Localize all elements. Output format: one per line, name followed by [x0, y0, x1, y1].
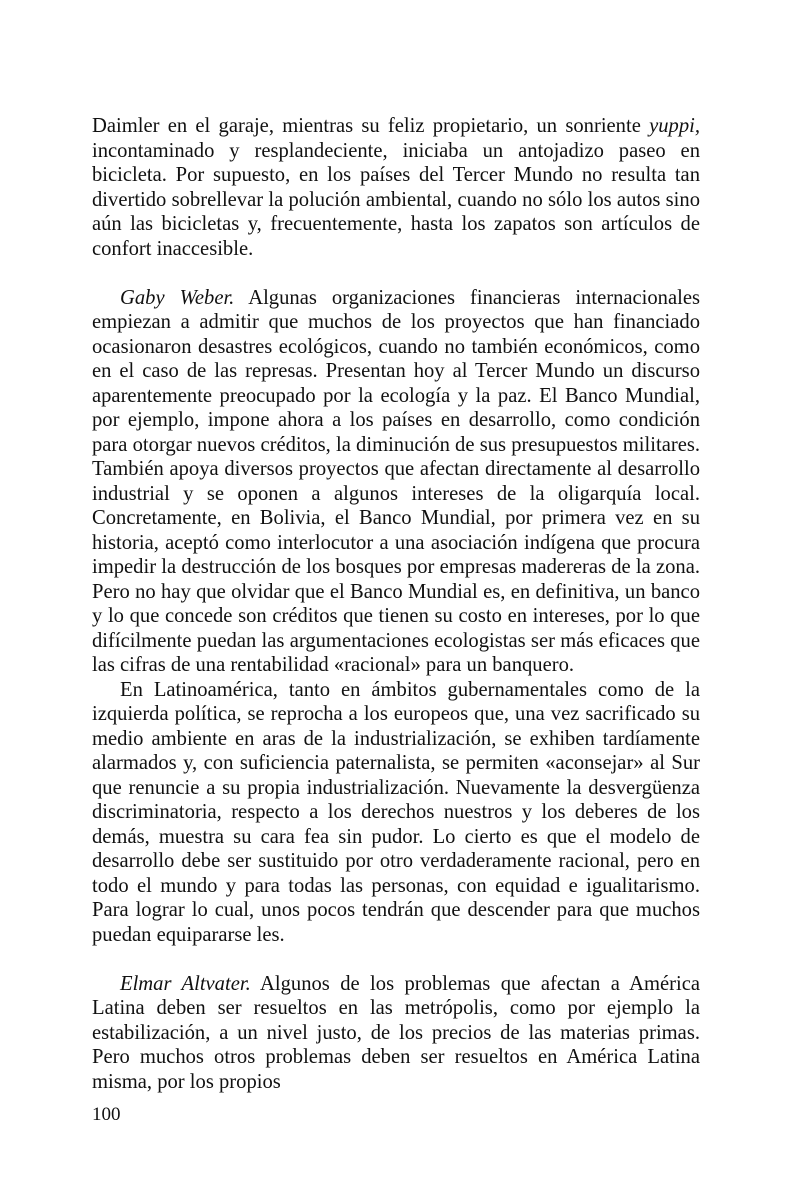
page-body: [92, 114, 700, 1094]
paragraph-4: [92, 972, 700, 1095]
paragraph-4-text: Algunos de los problemas que afectan a América Latina deben ser resueltos en las metrópolis, como por ejemplo la estabilización, a un nivel justo, de los precios de las materias primas. Pero muchos otros problemas deben ser resueltos en América Latina misma, por los propios: [92, 972, 700, 1093]
paragraph-1-emphasis: yuppi,: [649, 115, 700, 137]
paragraph-1-text: Daimler en el garaje, mientras su feliz propietario, un sonriente: [92, 115, 650, 137]
page-number: 100: [92, 1104, 121, 1125]
paragraph-2: [92, 286, 700, 678]
paragraph-2-text: Algunas organizaciones financieras internacionales empiezan a admitir que muchos de los proyectos que han financiado ocasionaron desastres ecológicos, cuando no también económicos, como en el caso de las represas. Presentan hoy al Tercer Mundo un discurso aparentemente preocupado por la ecología y la paz. El Banco Mundial, por ejemplo, impone ahora a los países en desarrollo, como condición para otorgar nuevos créditos, la diminución de sus presupuestos militares. También apoya diversos proyectos que afectan directamente al desarrollo industrial y se oponen a algunos intereses de la oligarquía local. Concretamente, en Bolivia, el Banco Mundial, por primera vez en su historia, aceptó como interlocutor a una asociación indígena que procura impedir la destrucción de los bosques por empresas madereras de la zona. Pero no hay que olvidar que el Banco Mundial es, en definitiva, un banco y lo que concede son créditos que tienen su costo en intereses, por lo que difícilmente puedan las argumentaciones ecologistas ser más eficaces que las cifras de una rentabilidad «racional» para un banquero.: [92, 286, 700, 676]
paragraph-3: [92, 678, 700, 948]
paragraph-1: [92, 114, 700, 261]
speaker-gaby-weber: Gaby Weber.: [120, 286, 235, 309]
text-block: [92, 114, 700, 1094]
speaker-elmar-altvater: Elmar Altvater.: [120, 972, 251, 995]
paragraph-1-text-cont: incontaminado y resplandeciente, iniciaba un antojadizo paseo en bicicleta. Por supuesto, en los países del Tercer Mundo no resulta tan divertido sobrellevar la polución ambiental, cuando no sólo los autos sino aún las bicicletas y, frecuentemente, hasta los zapatos son artículos de confort inaccesible.: [92, 139, 700, 260]
paragraph-3-text: En Latinoamérica, tanto en ámbitos gubernamentales como de la izquierda política, se reprocha a los europeos que, una vez sacrificado su medio ambiente en aras de la industrialización, se exhiben tardíamente alarmados y, con suficiencia paternalista, se permiten «aconsejar» al Sur que renuncie a su propia industrialización. Nuevamente la desvergüenza discriminatoria, respecto a los derechos nuestros y los deberes de los demás, muestra su cara fea sin pudor. Lo cierto es que el modelo de desarrollo debe ser sustituido por otro verdaderamente racional, pero en todo el mundo y para todas las personas, con equidad e igualitarismo. Para lograr lo cual, unos pocos tendrán que descender para que muchos puedan equipararse les.: [92, 678, 700, 946]
